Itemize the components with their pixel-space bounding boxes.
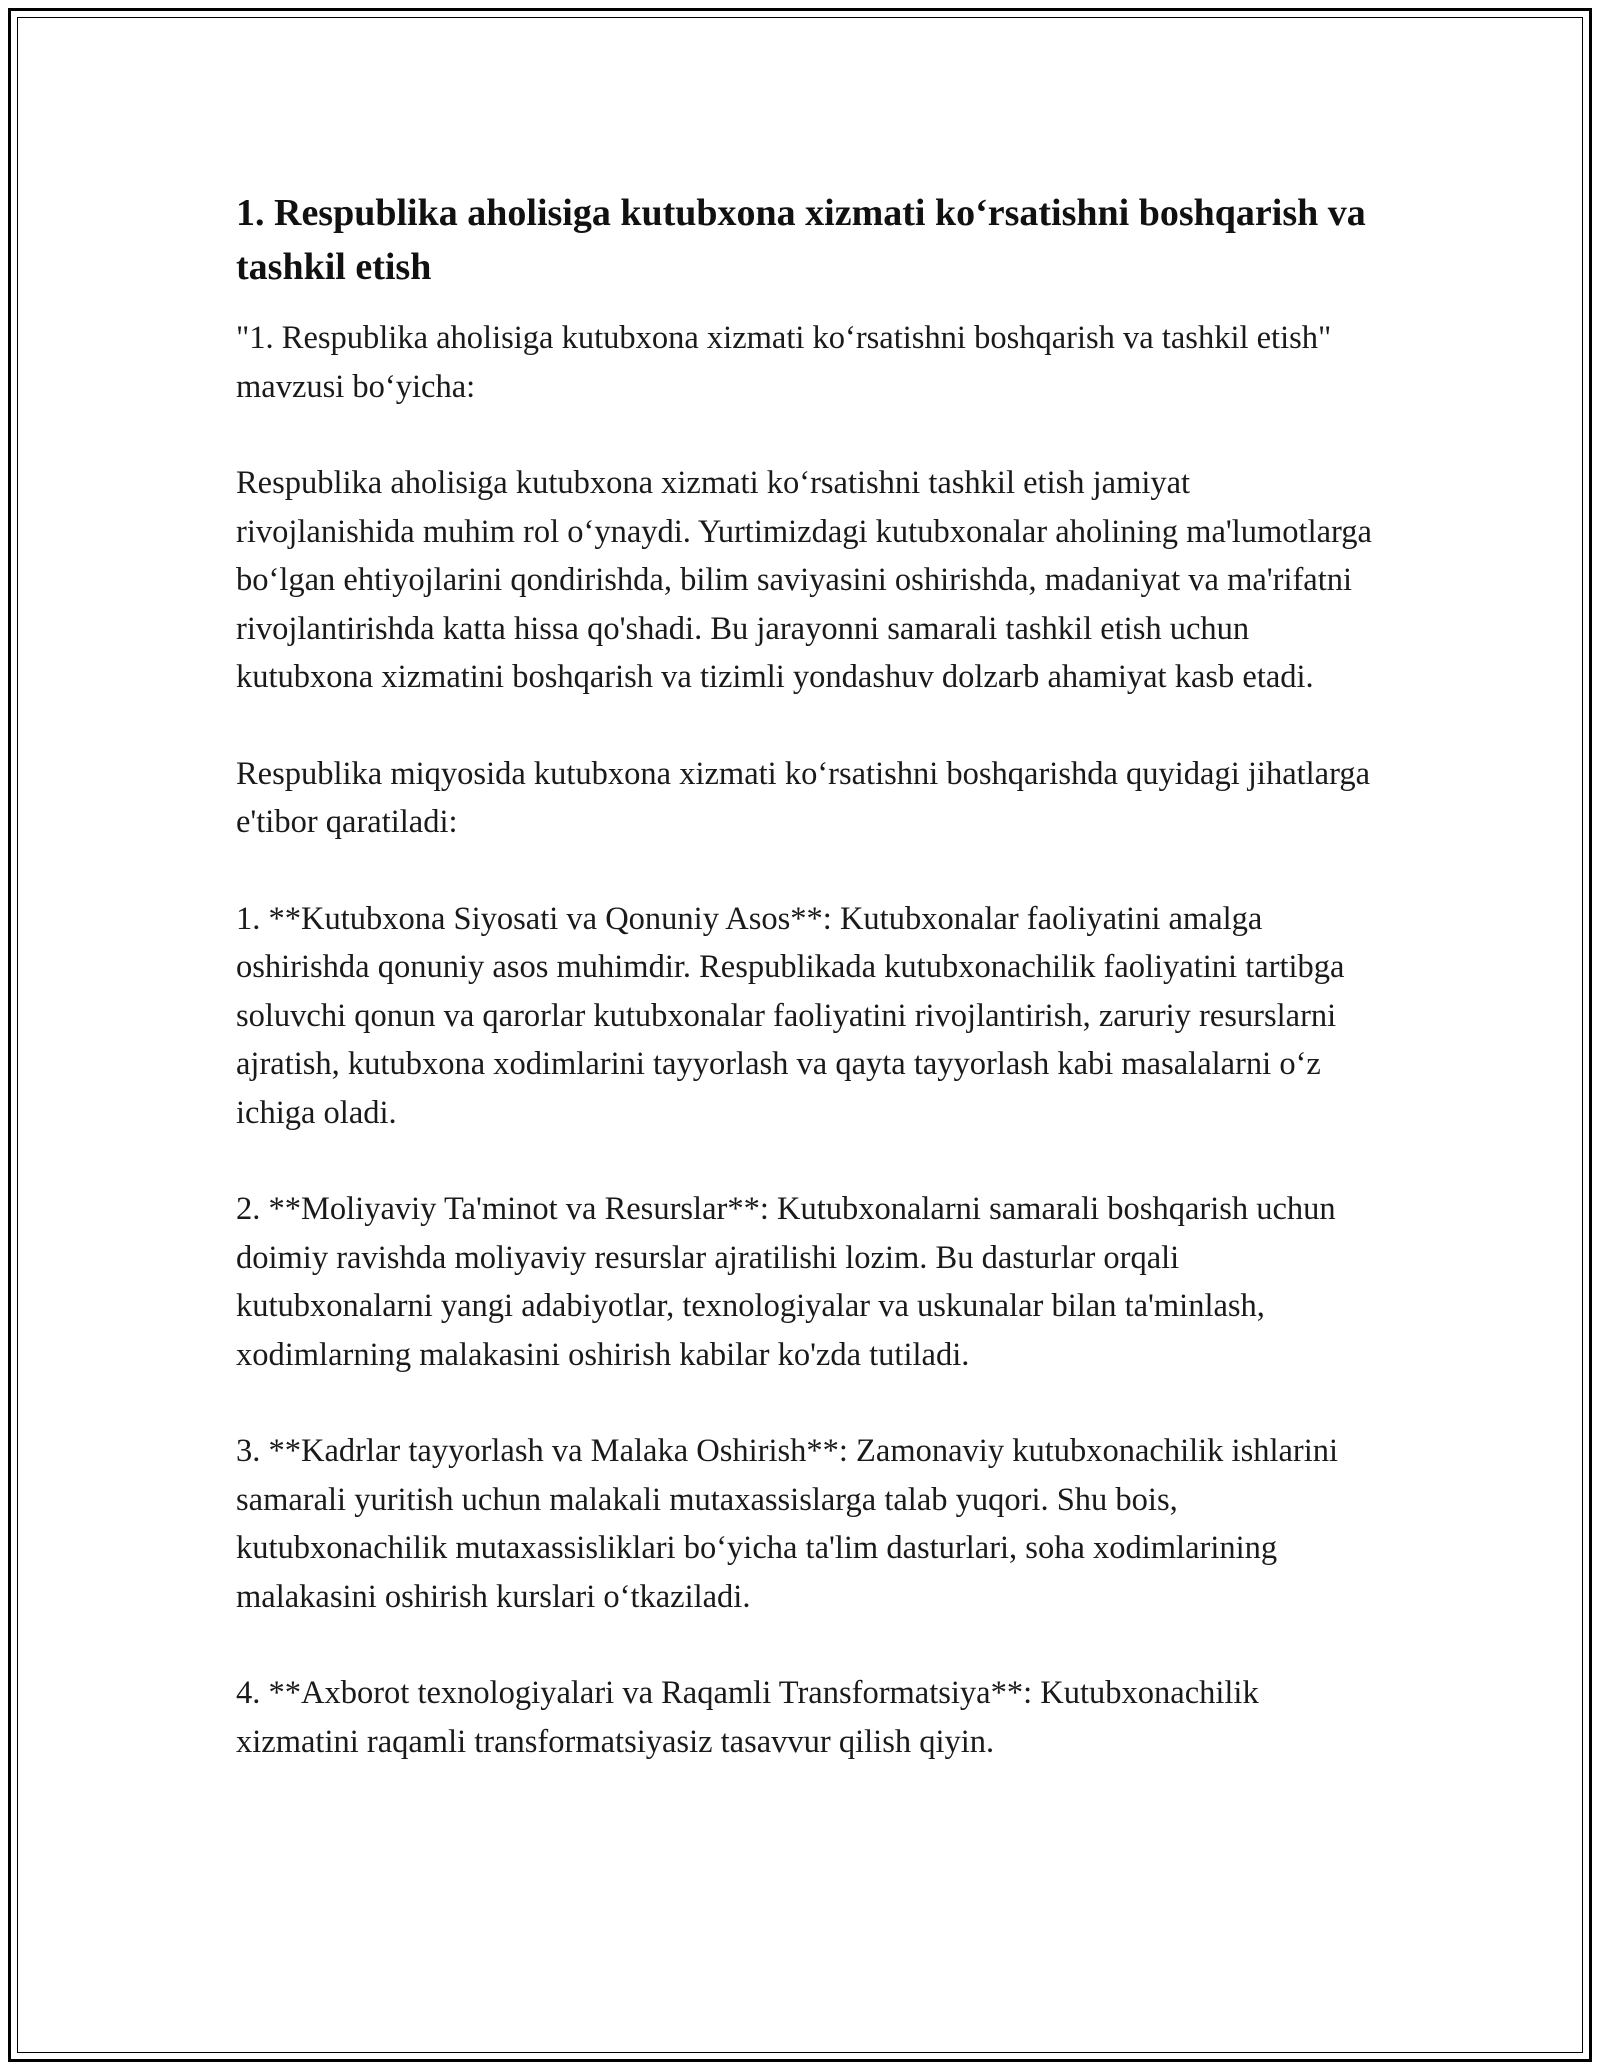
list-item-policy: 1. **Kutubxona Siyosati va Qonuniy Asos**: Kutubxonalar faoliyatini amalga oshirishda qonuniy asos muhimdir. Respublikada kutubxonachilik faoliyatini tartibga soluvchi qonun va qarorlar kutubxonalar faoliyatini rivojlantirish, zaruriy resurslarni ajratish, kutubxona xodimlarini tayyorlash va qayta tayyorlash kabi masalalarni o‘z ichiga oladi. xyxy=(236,900,1345,1131)
document-body xyxy=(236,186,1376,1766)
aspects-lead-paragraph: Respublika miqyosida kutubxona xizmati ko‘rsatishni boshqarishda quyidagi jihatlarga e'tibor qaratiladi: xyxy=(236,755,1371,840)
list-item-finance: 2. **Moliyaviy Ta'minot va Resurslar**: Kutubxonalarni samarali boshqarish uchun doimiy ravishda moliyaviy resurslar ajratilishi lozim. Bu dasturlar orqali kutubxonalarni yangi adabiyotlar, texnologiyalar va uskunalar bilan ta'minlash, xodimlarning malakasini oshirish kabilar ko'zda tutiladi. xyxy=(236,1191,1336,1373)
list-item-staff-training: 3. **Kadrlar tayyorlash va Malaka Oshirish**: Zamonaviy kutubxonachilik ishlarini samarali yuritish uchun malakali mutaxassislarga talab yuqori. Shu bois, kutubxonachilik mutaxassisliklari bo‘yicha ta'lim dasturlari, soha xodimlarining malakasini oshirish kurslari o‘tkaziladi. xyxy=(236,1433,1339,1615)
overview-paragraph: Respublika aholisiga kutubxona xizmati ko‘rsatishni tashkil etish jamiyat rivojlanishida muhim rol o‘ynaydi. Yurtimizdagi kutubxonalar aholining ma'lumotlarga bo‘lgan ehtiyojlarini qondirishda, bilim saviyasini oshirishda, madaniyat va ma'rifatni rivojlantirishda katta hissa qo'shadi. Bu jarayonni samarali tashkil etish uchun kutubxona xizmatini boshqarish va tizimli yondashuv dolzarb ahamiyat kasb etadi. xyxy=(236,465,1372,695)
intro-paragraph: "1. Respublika aholisiga kutubxona xizmati ko‘rsatishni boshqarish va tashkil etish" mavzusi bo‘yicha: xyxy=(236,320,1332,405)
list-item-it-transformation: 4. **Axborot texnologiyalari va Raqamli Transformatsiya**: Kutubxonachilik xizmatini raqamli transformatsiyasiz tasavvur qilish qiyin. xyxy=(236,1675,1259,1760)
document-title: 1. Respublika aholisiga kutubxona xizmati ko‘rsatishni boshqarish va tashkil etish xyxy=(236,192,1366,288)
